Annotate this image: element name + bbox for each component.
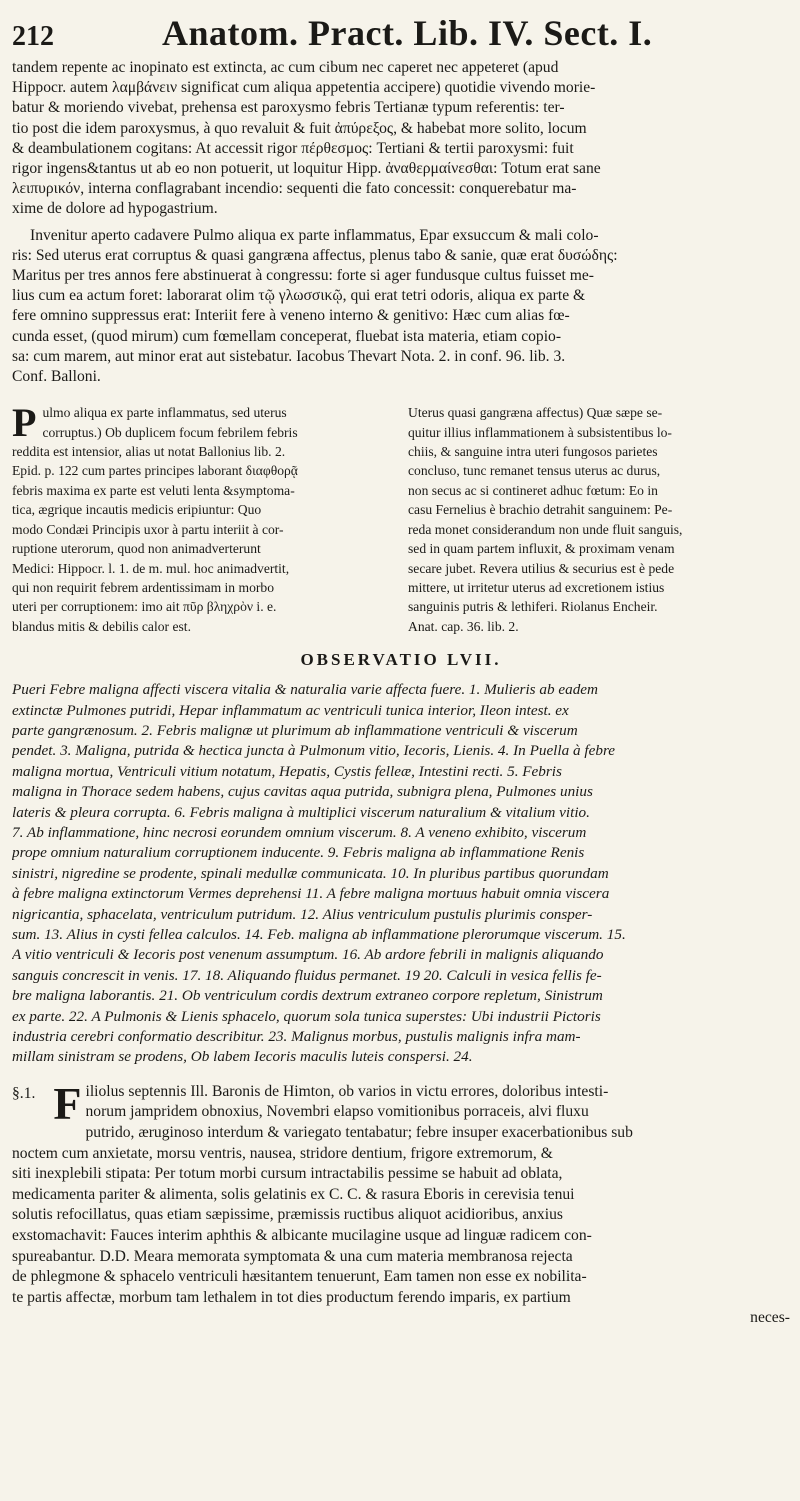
text-line: 7. Ab inflammatione, hinc necrosi eorundem omnium viscerum. 8. A veneno exhibito, viscerum: [12, 823, 587, 841]
text-line: bre maligna laborantis. 21. Ob ventriculum cordis dextrum extraneo corpore repletum, Sinistrum: [12, 987, 603, 1005]
text-line: modo Condæi Principis uxor à partu interiit à cor-: [12, 521, 284, 537]
text-line: uteri per corruptionem: imo ait πῦρ βληχρὸν i. e.: [12, 599, 277, 615]
text-line: ris: Sed uterus erat corruptus & quasi gangræna affectus, plenus tabo & sanie, quæ erat δυσώδης:: [12, 246, 618, 264]
text-line: secare jubet. Revera utilius & securius est è pede: [408, 560, 675, 576]
text-line: cunda esset, (quod mirum) cum fœmellam conceperat, fluebat ista materia, etiam copio-: [12, 327, 562, 345]
text-line: & deambulationem cogitans: At accessit rigor πέρθεσμος: Tertiani & tertii paroxysmi: fuit: [12, 139, 574, 157]
text-line: mittere, ut irritetur uterus ad excretionem istius: [408, 579, 665, 595]
text-line: quitur illius inflammationem à subsistentibus lo-: [408, 424, 672, 440]
text-line: sa: cum marem, aut minor erat aut sistebatur. Iacobus Thevart Nota. 2. in conf. 96. lib. 3.: [12, 347, 566, 365]
finding-paragraph: [12, 226, 790, 388]
text-line: lateris & pleura corrupta. 6. Febris maligna à multiplici viscerum naturalium & vitalium vitio.: [12, 803, 590, 821]
drop-capital: P: [12, 400, 37, 446]
section-mark: §.1.: [12, 1084, 36, 1102]
text-line: solutis refocillatus, quas etiam sæpissime, præmissis ructibus aliquot acidioribus, anxius: [12, 1206, 563, 1224]
text-line: febris maxima ex parte est veluti lenta &symptoma-: [12, 482, 295, 498]
text-line: parte gangrænosum. 2. Febris malignæ ut plurimum ab inflammatione ventriculi & viscerum: [12, 721, 578, 739]
text-line: reda monet considerandum non unde fluit sanguis,: [408, 521, 683, 537]
text-line: iliolus septennis Ill. Baronis de Himton, ob varios in victu errores, doloribus intesti-: [85, 1082, 609, 1100]
page-number: 212: [12, 21, 54, 52]
drop-capital: F: [53, 1077, 82, 1129]
text-line: siti inexplebili stipata: Per totum morbi cursum intractabilis pessime se habuit ad oblata,: [12, 1165, 563, 1183]
catchword: neces-: [750, 1309, 790, 1327]
text-line: nigricantia, sphacelata, ventriculum putridum. 12. Alius ventriculum pustulis plurimis consper-: [12, 905, 593, 923]
right-commentary: [408, 403, 790, 636]
text-line: qui non requirit febrem ardentissimam in morbo: [12, 579, 274, 595]
text-line: Hippocr. autem λαμβάνειν significat cum aliqua appetentia accipere) quotidie vivendo morie-: [12, 79, 596, 97]
commentary-columns: [12, 400, 790, 636]
text-line: tica, ægrique incautis medicis eripiuntur: Quo: [12, 502, 262, 518]
text-line: rigor ingens&tantus ut ab eo non potuerit, ut loquitur Hipp. ἀναθερμαίνεσθαι: Totum erat sane: [12, 160, 601, 178]
text-line: sinistri, nigredine se prodente, spinali medullæ communicata. 10. In pluribus partibus quorundam: [12, 864, 609, 882]
text-line: Invenitur aperto cadavere Pulmo aliqua ex parte inflammatus, Epar exsuccum & mali colo-: [30, 226, 599, 244]
text-line: chiis, & sanguine intra uteri fungosos parietes: [408, 444, 658, 460]
text-line: industria cerebri conformatio describitur. 23. Malignus morbus, pustulis malignis infra mam-: [12, 1028, 581, 1046]
text-line: ruptione uterorum, quod non animadverterunt: [12, 541, 261, 557]
text-line: blandus mitis & debilis calor est.: [12, 618, 191, 634]
text-line: Epid. p. 122 cum partes principes laborant διαφθορᾷ: [12, 463, 298, 479]
section-one: [12, 1077, 790, 1329]
text-line: concluso, tunc remanet tensus uterus ac durus,: [408, 463, 661, 479]
page-header: [12, 12, 790, 56]
text-line: de phlegmone & sphacelo ventriculi hæsitantem tenuerunt, Eam tamen non esse ex nobilita-: [12, 1268, 587, 1286]
text-line: batur & moriendo vivebat, prehensa est paroxysmo febris Tertianæ typum referentis: ter-: [12, 99, 565, 117]
text-line: Pueri Febre maligna affecti viscera vitalia & naturalia varie affecta fuere. 1. Mulieris ab eadem: [12, 681, 599, 699]
text-line: exstomachavit: Fauces interim aphthis & albicante mucilagine usque ad linguæ radicem con-: [12, 1227, 592, 1244]
intro-paragraph: [12, 58, 790, 220]
text-line: sed in quam partem influxit, & proximam venam: [408, 541, 675, 557]
text-line: xime de dolore ad hypogastrium.: [12, 200, 218, 218]
text-line: spureabantur. D.D. Meara memorata symptomata & una cum materia membranosa rejecta: [12, 1247, 573, 1265]
text-line: casu Fernelius è brachio detrahit sanguinem: Pe-: [408, 502, 673, 518]
text-line: lius cum ea actum foret: laborarat olim τῷ γλωσσικῷ, qui erat tetri odoris, aliqua ex parte &: [12, 287, 586, 305]
text-line: norum jampridem obnoxius, Novembri elapso vomitionibus porraceis, alvi fluxu: [85, 1103, 589, 1121]
text-line: Uterus quasi gangræna affectus) Quæ sæpe se-: [408, 405, 663, 421]
text-line: λειπυρικόν, interna conflagrabant incendio: sequenti die fato concessit: conquerebatur ma-: [12, 180, 577, 198]
text-line: tandem repente ac inopinato est extincta, ac cum cibum nec caperet nec appeteret (apud: [12, 59, 559, 76]
text-line: pendet. 3. Maligna, putrida & hectica juncta à Pulmonum vitio, Iecoris, Lienis. 4. In Puella à febre: [12, 742, 616, 760]
text-line: fere omnino suppressus erat: Interiit fere à veneno interno & genitivo: Hæc cum alias fœ-: [12, 307, 570, 325]
text-line: non secus ac si contineret adhuc fœtum: Eo in: [408, 482, 658, 498]
text-line: reddita est intensior, alias ut notat Ballonius lib. 2.: [12, 444, 286, 460]
text-line: prope omnium naturalium corruptionem inducente. 9. Febris maligna ab inflammatione Renis: [12, 844, 585, 862]
text-line: corruptus.) Ob duplicem focum febrilem febris: [42, 424, 298, 440]
text-line: à febre maligna extinctorum Vermes deprehensi 11. A febre maligna mortuus habuit omnia viscera: [12, 885, 610, 903]
text-line: millam sinistram se prodens, Ob labem Iecoris maculis luteis conspersi. 24.: [12, 1048, 473, 1066]
text-line: maligna mortua, Ventriculi vitium notatum, Hepatis, Cystis felleæ, Intestini recti. 5. Febris: [12, 762, 562, 780]
text-line: A vitio ventriculi & Iecoris post venenum assumptum. 16. Ab ardore febrili in malignis aliquando: [12, 946, 604, 964]
text-line: ulmo aliqua ex parte inflammatus, sed uterus: [42, 405, 287, 421]
text-line: extinctæ Pulmones putridi, Hepar inflammatum ac ventriculi tunica interior, Ileon intest. ex: [12, 701, 569, 719]
text-line: tio post die idem paroxysmus, à quo revaluit & fuit ἀπύρεξος, & habebat more solito, locum: [12, 119, 587, 137]
text-line: putrido, æruginoso interdum & variegato tentabatur; febre insuper exacerbationibus sub: [85, 1124, 633, 1142]
left-commentary: [12, 400, 394, 636]
text-line: maligna in Thorace sedem habens, cujus cavitas aqua putrida, subnigra plena, Pulmones unius: [12, 783, 593, 801]
text-line: noctem cum anxietate, morsu ventris, nausea, stridore dentium, frigore extremorum, &: [12, 1144, 553, 1162]
text-line: te partis affectæ, morbum tam lethalem in tot dies productum ferendo imparis, ex partium: [12, 1288, 571, 1306]
text-line: Maritus per tres annos fere abstinuerat à congressu: forte si ager fundusque cultus fuisset me-: [12, 267, 594, 285]
text-line: sanguis concrescit in venis. 17. 18. Aliquando fluidus permanet. 19 20. Calculi in vesica fellis fe-: [12, 966, 602, 984]
text-line: medicamenta pariter & alimenta, solis gelatinis ex C. C. & rasura Eboris in cerevisia tenui: [12, 1185, 575, 1203]
text-line: Medici: Hippocr. l. 1. de m. mul. hoc animadvertit,: [12, 560, 290, 576]
running-title: Anatom. Pract. Lib. IV. Sect. I.: [162, 13, 653, 53]
text-line: sanguinis putris & lethiferi. Riolanus Encheir.: [408, 599, 658, 615]
text-line: ex parte. 22. A Pulmonis & Lienis sphacelo, quorum sola tunica superstes: Ubi industrii Pictoris: [12, 1007, 601, 1025]
text-line: Anat. cap. 36. lib. 2.: [408, 618, 519, 634]
observation-summary: [12, 680, 790, 1068]
observation-heading: OBSERVATIO LVII.: [300, 650, 502, 670]
text-line: sum. 13. Alius in cysti fellea calculos. 14. Feb. maligna ab inflammatione plerorumque viscerum. 15.: [12, 926, 626, 943]
text-line: Conf. Balloni.: [12, 368, 101, 386]
